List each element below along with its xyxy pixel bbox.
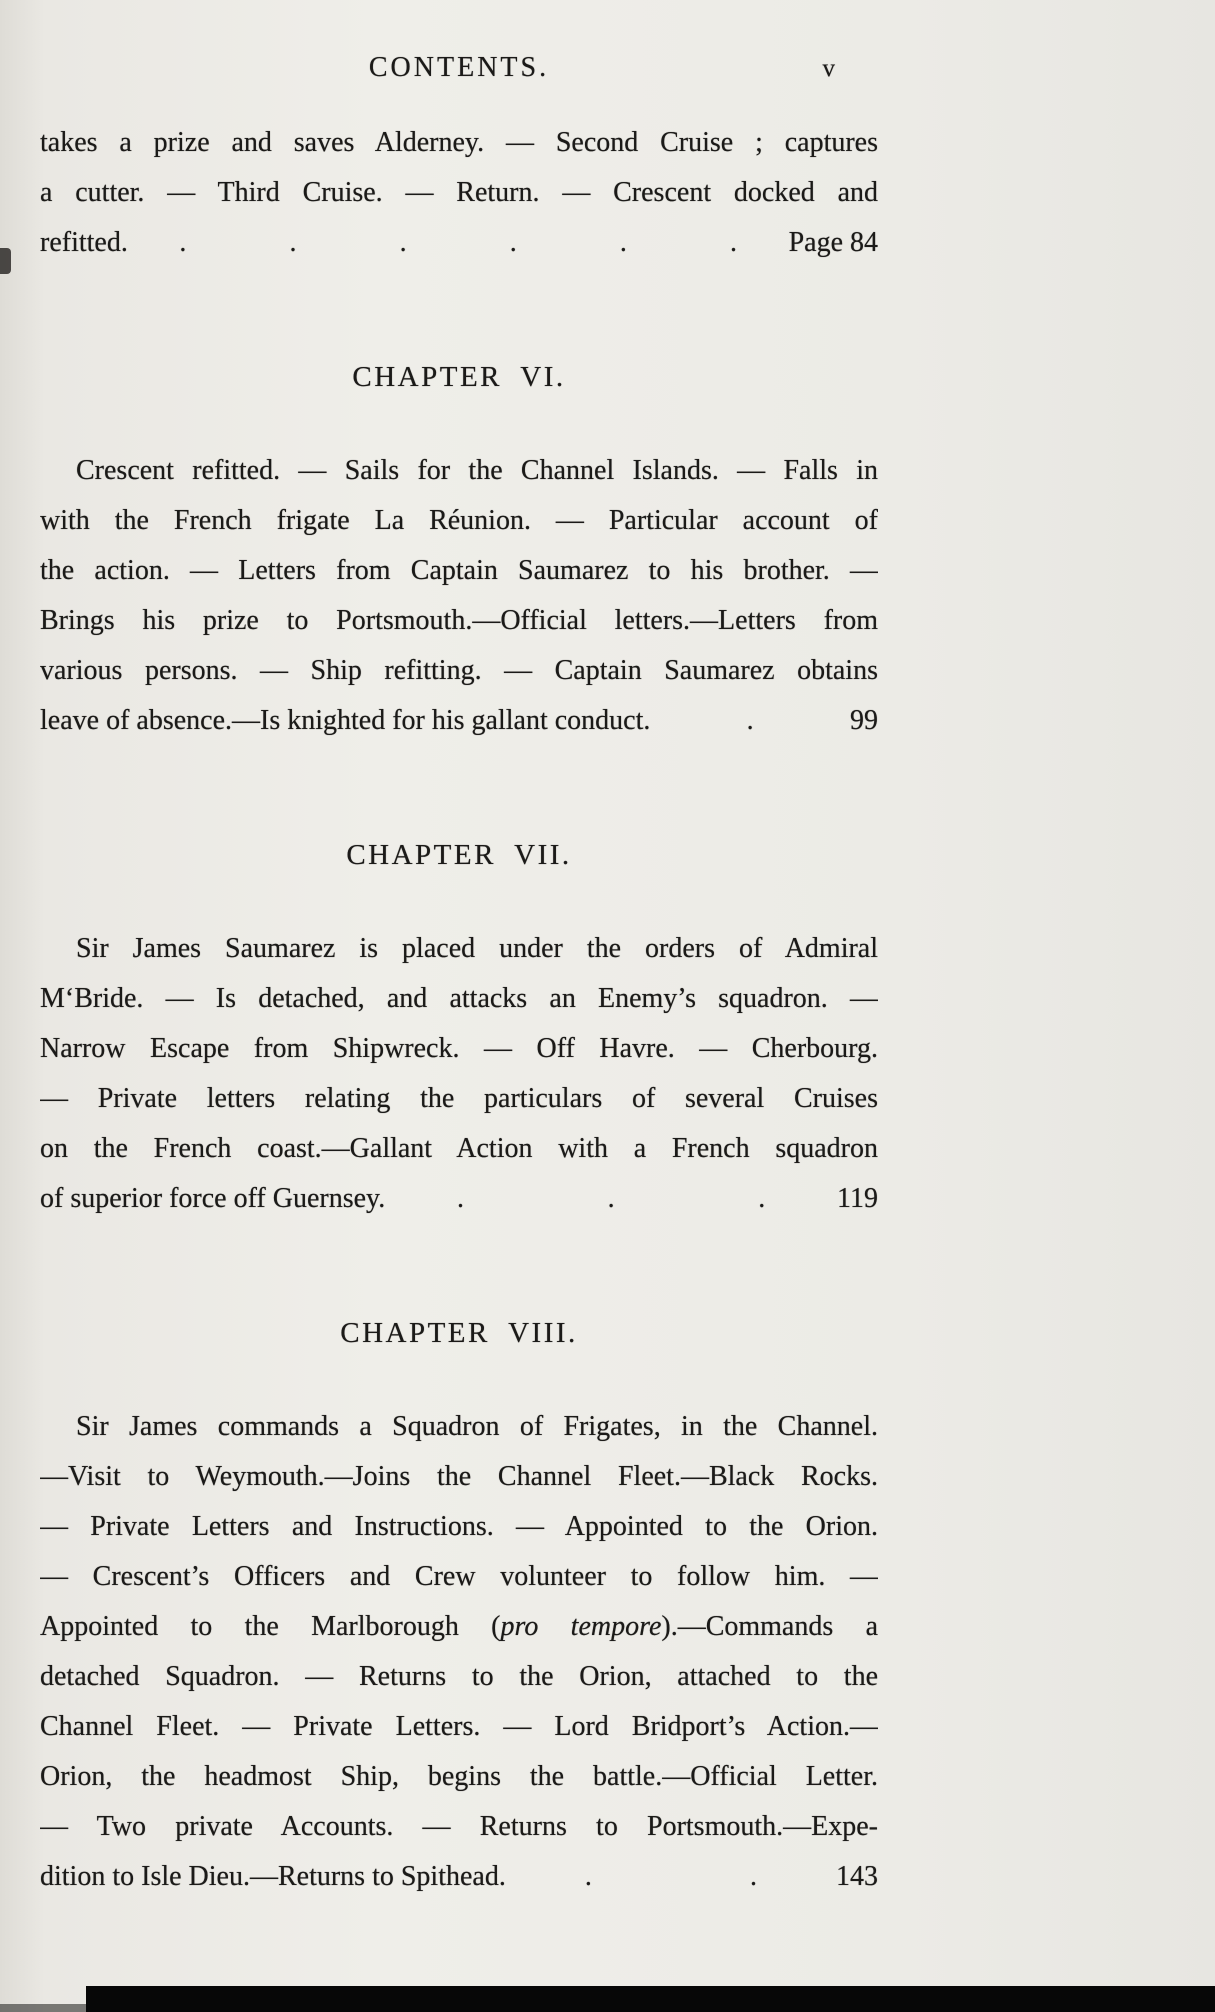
leader-dots: . . .: [457, 1183, 766, 1214]
toc-leader-line: [40, 1174, 878, 1224]
page-title: CONTENTS.: [368, 52, 550, 83]
latin-phrase-italic: pro tempore: [500, 1611, 662, 1642]
toc-entry-chapter-vii: [40, 924, 878, 1224]
toc-line-text: Appointed to the Marlborough (: [40, 1611, 501, 1642]
toc-entry-continuation: [40, 118, 878, 268]
leader-dots: .: [746, 705, 754, 736]
toc-entry-chapter-viii: [40, 1402, 878, 1902]
toc-line: —Visit to Weymouth.—Joins the Channel Fleet.—Black Rocks.: [40, 1461, 878, 1492]
toc-line: [40, 1602, 878, 1652]
leader-dots: . . . . . .: [179, 227, 737, 258]
toc-line: with the French frigate La Réunion. — Particular account of: [40, 505, 878, 536]
page-ref: Page 84: [788, 227, 878, 258]
page-ref: 143: [836, 1861, 878, 1892]
leader-dots: . .: [584, 1861, 757, 1892]
toc-line: Brings his prize to Portsmouth.—Official letters.—Letters from: [40, 605, 878, 636]
toc-line: Sir James commands a Squadron of Frigates, in the Channel.: [76, 1411, 878, 1442]
chapter-heading-vii: CHAPTER VII.: [346, 839, 572, 871]
contents-page: [40, 50, 878, 1902]
chapter-heading-viii: CHAPTER VIII.: [340, 1317, 578, 1349]
toc-leader-line: [40, 1852, 878, 1902]
toc-line: Crescent refitted. — Sails for the Channel Islands. — Falls in: [76, 455, 878, 486]
toc-line: a cutter. — Third Cruise. — Return. — Crescent docked and: [40, 177, 878, 208]
toc-line: detached Squadron. — Returns to the Orion, attached to the: [40, 1661, 878, 1692]
toc-line: M‘Bride. — Is detached, and attacks an Enemy’s squadron. —: [40, 983, 878, 1014]
scan-artifact-bar-tail: [0, 2004, 90, 2012]
page-ref: 99: [850, 705, 878, 736]
toc-leader-line: [40, 218, 878, 268]
toc-line-text: of superior force off Guernsey.: [40, 1183, 386, 1214]
toc-line-text: refitted.: [40, 227, 128, 258]
toc-line: Orion, the headmost Ship, begins the battle.—Official Letter.: [40, 1761, 878, 1792]
toc-line: on the French coast.—Gallant Action with a French squadron: [40, 1133, 878, 1164]
page-number-roman: v: [822, 55, 836, 82]
toc-line: takes a prize and saves Alderney. — Second Cruise ; captures: [40, 127, 878, 158]
scan-artifact-bar: [86, 1986, 1215, 2012]
toc-leader-line: [40, 696, 878, 746]
toc-line: — Two private Accounts. — Returns to Portsmouth.—Expe-: [40, 1811, 878, 1842]
toc-line: — Private letters relating the particulars of several Cruises: [40, 1083, 878, 1114]
toc-line: various persons. — Ship refitting. — Captain Saumarez obtains: [40, 655, 878, 686]
chapter-heading-vi: CHAPTER VI.: [352, 361, 566, 393]
toc-line: Sir James Saumarez is placed under the orders of Admiral: [76, 933, 878, 964]
toc-line: Narrow Escape from Shipwreck. — Off Havre. — Cherbourg.: [40, 1033, 878, 1064]
toc-line: — Crescent’s Officers and Crew volunteer to follow him. —: [40, 1561, 878, 1592]
toc-line-text: leave of absence.—Is knighted for his gallant conduct.: [40, 705, 651, 736]
scan-artifact-smudge: [0, 248, 11, 274]
page-ref: 119: [837, 1183, 878, 1214]
toc-line: the action. — Letters from Captain Saumarez to his brother. —: [40, 555, 878, 586]
toc-line: — Private Letters and Instructions. — Appointed to the Orion.: [40, 1511, 878, 1542]
toc-line-text: ).—Commands a: [661, 1611, 878, 1642]
toc-entry-chapter-vi: [40, 446, 878, 746]
toc-line: Channel Fleet. — Private Letters. — Lord Bridport’s Action.—: [40, 1711, 878, 1742]
toc-line-text: dition to Isle Dieu.—Returns to Spithead.: [40, 1861, 506, 1892]
page-header: [40, 50, 878, 86]
